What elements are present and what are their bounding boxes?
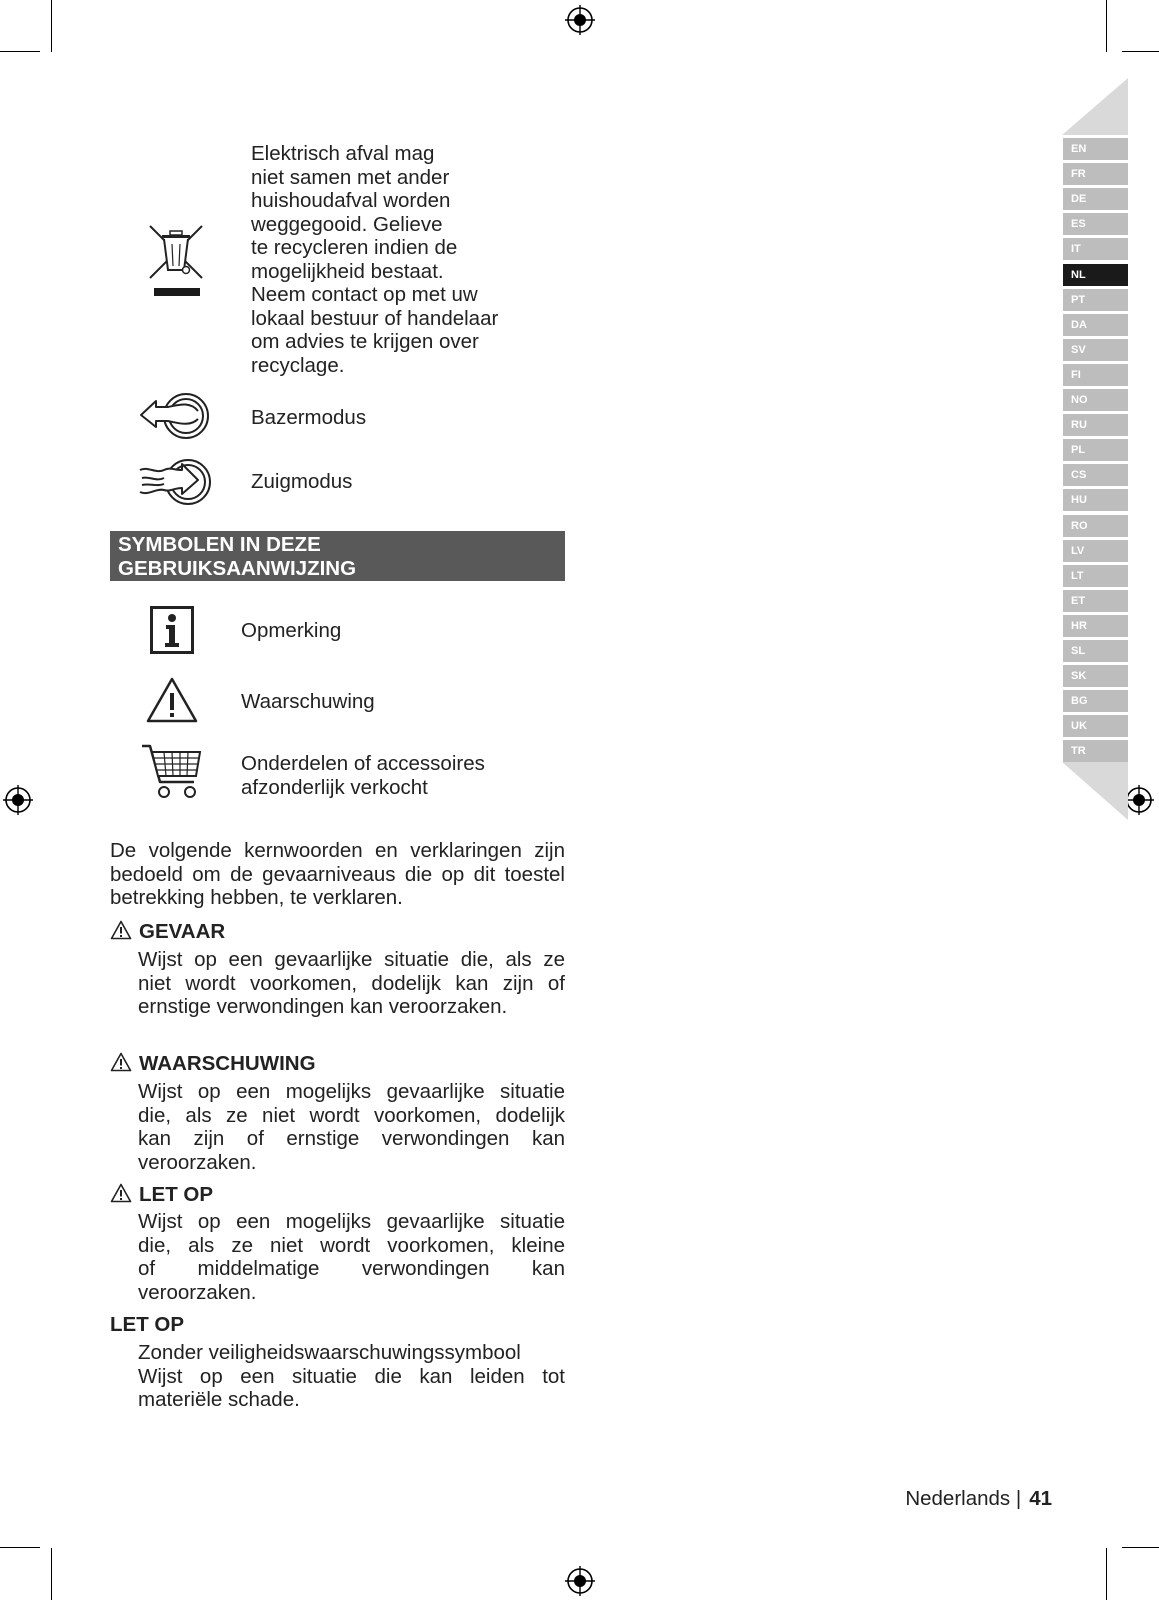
notice-heading <box>110 1313 184 1337</box>
section-header <box>110 531 565 581</box>
notice-text-line: materiële schade. <box>138 1388 300 1411</box>
crop-mark <box>0 51 40 52</box>
language-tab-da: DA <box>1063 314 1128 336</box>
caution-heading <box>110 1183 213 1207</box>
language-tab-pl: PL <box>1063 439 1128 461</box>
language-tab-nl: NL <box>1063 264 1128 286</box>
language-tab-lt: LT <box>1063 565 1128 587</box>
danger-heading <box>110 920 225 944</box>
section-title-line: SYMBOLEN IN DEZE <box>118 533 321 556</box>
registration-mark-icon <box>565 1566 595 1596</box>
intro-paragraph: De volgende kernwoorden en verklaringen zijn bedoeld om de gevaarniveaus die op dit toestel betrekking hebben, te verklaren. <box>110 839 565 909</box>
weee-text-line: lokaal bestuur of handelaar <box>251 306 499 330</box>
language-tab-en: EN <box>1063 138 1128 160</box>
notice-title: LET OP <box>110 1313 185 1336</box>
danger-title: GEVAAR <box>139 920 226 943</box>
crop-mark <box>0 1547 40 1548</box>
caution-text-line: of middelmatige verwondingen kan <box>138 1257 565 1280</box>
section-title-line: GEBRUIKSAANWIJZING <box>118 557 357 580</box>
warning-label: Waarschuwing <box>241 690 375 713</box>
weee-text-line: te recycleren indien de <box>251 236 458 259</box>
parts-label-line: Onderdelen of accessoires <box>241 752 485 775</box>
danger-text-line: ernstige verwondingen kan veroorzaken. <box>138 995 508 1018</box>
notice-text <box>138 1341 565 1412</box>
weee-crossed-bin-icon <box>148 222 204 302</box>
language-tab-cs: CS <box>1063 464 1128 486</box>
language-tab-sv: SV <box>1063 339 1128 361</box>
note-label: Opmerking <box>241 619 342 642</box>
weee-text-line: mogelijkheid bestaat. <box>251 259 444 283</box>
language-tab-lv: LV <box>1063 540 1128 562</box>
caution-title: LET OP <box>139 1183 214 1206</box>
registration-mark-icon <box>565 5 595 35</box>
warning-triangle-icon <box>110 1052 132 1072</box>
warning-text-line: kan zijn of ernstige verwondingen kan <box>138 1127 565 1150</box>
language-tab-bg: BG <box>1063 690 1128 712</box>
warning-text-line: Wijst op een mogelijks gevaarlijke situatie <box>138 1080 565 1103</box>
crop-mark <box>1106 0 1107 52</box>
language-tab-it: IT <box>1063 238 1128 260</box>
blower-mode-icon <box>138 391 214 441</box>
vacuum-mode-label: Zuigmodus <box>251 470 353 493</box>
warning-title: WAARSCHUWING <box>139 1052 316 1075</box>
warning-triangle-icon <box>110 1183 132 1203</box>
warning-text-line: veroorzaken. <box>138 1150 257 1174</box>
warning-text <box>138 1080 565 1174</box>
crop-mark <box>1106 1548 1107 1600</box>
caution-text-line: veroorzaken. <box>138 1280 257 1304</box>
language-tab-es: ES <box>1063 213 1128 235</box>
warning-triangle-icon <box>146 676 198 724</box>
parts-label <box>241 752 485 799</box>
weee-disposal-text <box>251 142 551 377</box>
vacuum-mode-icon <box>138 456 218 508</box>
crop-mark <box>51 0 52 52</box>
danger-text-line: Wijst op een gevaarlijke situatie die, als ze <box>138 948 565 971</box>
notice-text-line: Wijst op een situatie die kan leiden tot <box>138 1364 565 1388</box>
language-tab-fi: FI <box>1063 364 1128 386</box>
language-tab-hr: HR <box>1063 615 1128 637</box>
crop-mark <box>1122 1547 1159 1548</box>
language-tab-ru: RU <box>1063 414 1128 436</box>
page-number: 41 <box>1029 1487 1052 1510</box>
weee-text-line: niet samen met ander <box>251 165 450 189</box>
danger-text-line: niet wordt voorkomen, dodelijk kan zijn of <box>138 971 565 995</box>
language-tab-uk: UK <box>1063 715 1128 737</box>
weee-text-line: Elektrisch afval mag <box>251 142 435 165</box>
language-tab-hu: HU <box>1063 489 1128 511</box>
warning-text-line: die, als ze niet wordt voorkomen, dodelijk <box>138 1103 565 1127</box>
language-tab-ro: RO <box>1063 515 1128 537</box>
crop-mark <box>51 1548 52 1600</box>
language-tab-fr: FR <box>1063 163 1128 185</box>
caution-text-line: Wijst op een mogelijks gevaarlijke situatie <box>138 1210 565 1233</box>
warning-heading <box>110 1052 316 1076</box>
shopping-cart-icon <box>140 742 204 802</box>
page-footer <box>905 1487 1052 1511</box>
notice-text-line: Zonder veiligheidswaarschuwingssymbool <box>138 1341 521 1364</box>
weee-text-line: Neem contact op met uw <box>251 283 478 306</box>
footer-language: Nederlands | <box>905 1487 1022 1510</box>
language-tab-pt: PT <box>1063 289 1128 311</box>
weee-text-line: weggegooid. Gelieve <box>251 212 443 236</box>
parts-label-line: afzonderlijk verkocht <box>241 775 428 799</box>
weee-text-line: recyclage. <box>251 353 345 377</box>
weee-text-line: huishoudafval worden <box>251 189 451 212</box>
caution-text-line: die, als ze niet wordt voorkomen, kleine <box>138 1233 565 1257</box>
language-tab-tr: TR <box>1063 740 1128 762</box>
language-tab-de: DE <box>1063 188 1128 210</box>
weee-text-line: om advies te krijgen over <box>251 330 479 353</box>
language-tab-et: ET <box>1063 590 1128 612</box>
registration-mark-icon <box>3 785 33 815</box>
info-note-icon <box>150 606 194 654</box>
crop-mark <box>1122 51 1159 52</box>
language-tab-sl: SL <box>1063 640 1128 662</box>
warning-triangle-icon <box>110 920 132 940</box>
danger-text <box>138 948 565 1019</box>
language-tab-no: NO <box>1063 389 1128 411</box>
blower-mode-label: Bazermodus <box>251 406 367 429</box>
language-tab-sk: SK <box>1063 665 1128 687</box>
caution-text <box>138 1210 565 1304</box>
